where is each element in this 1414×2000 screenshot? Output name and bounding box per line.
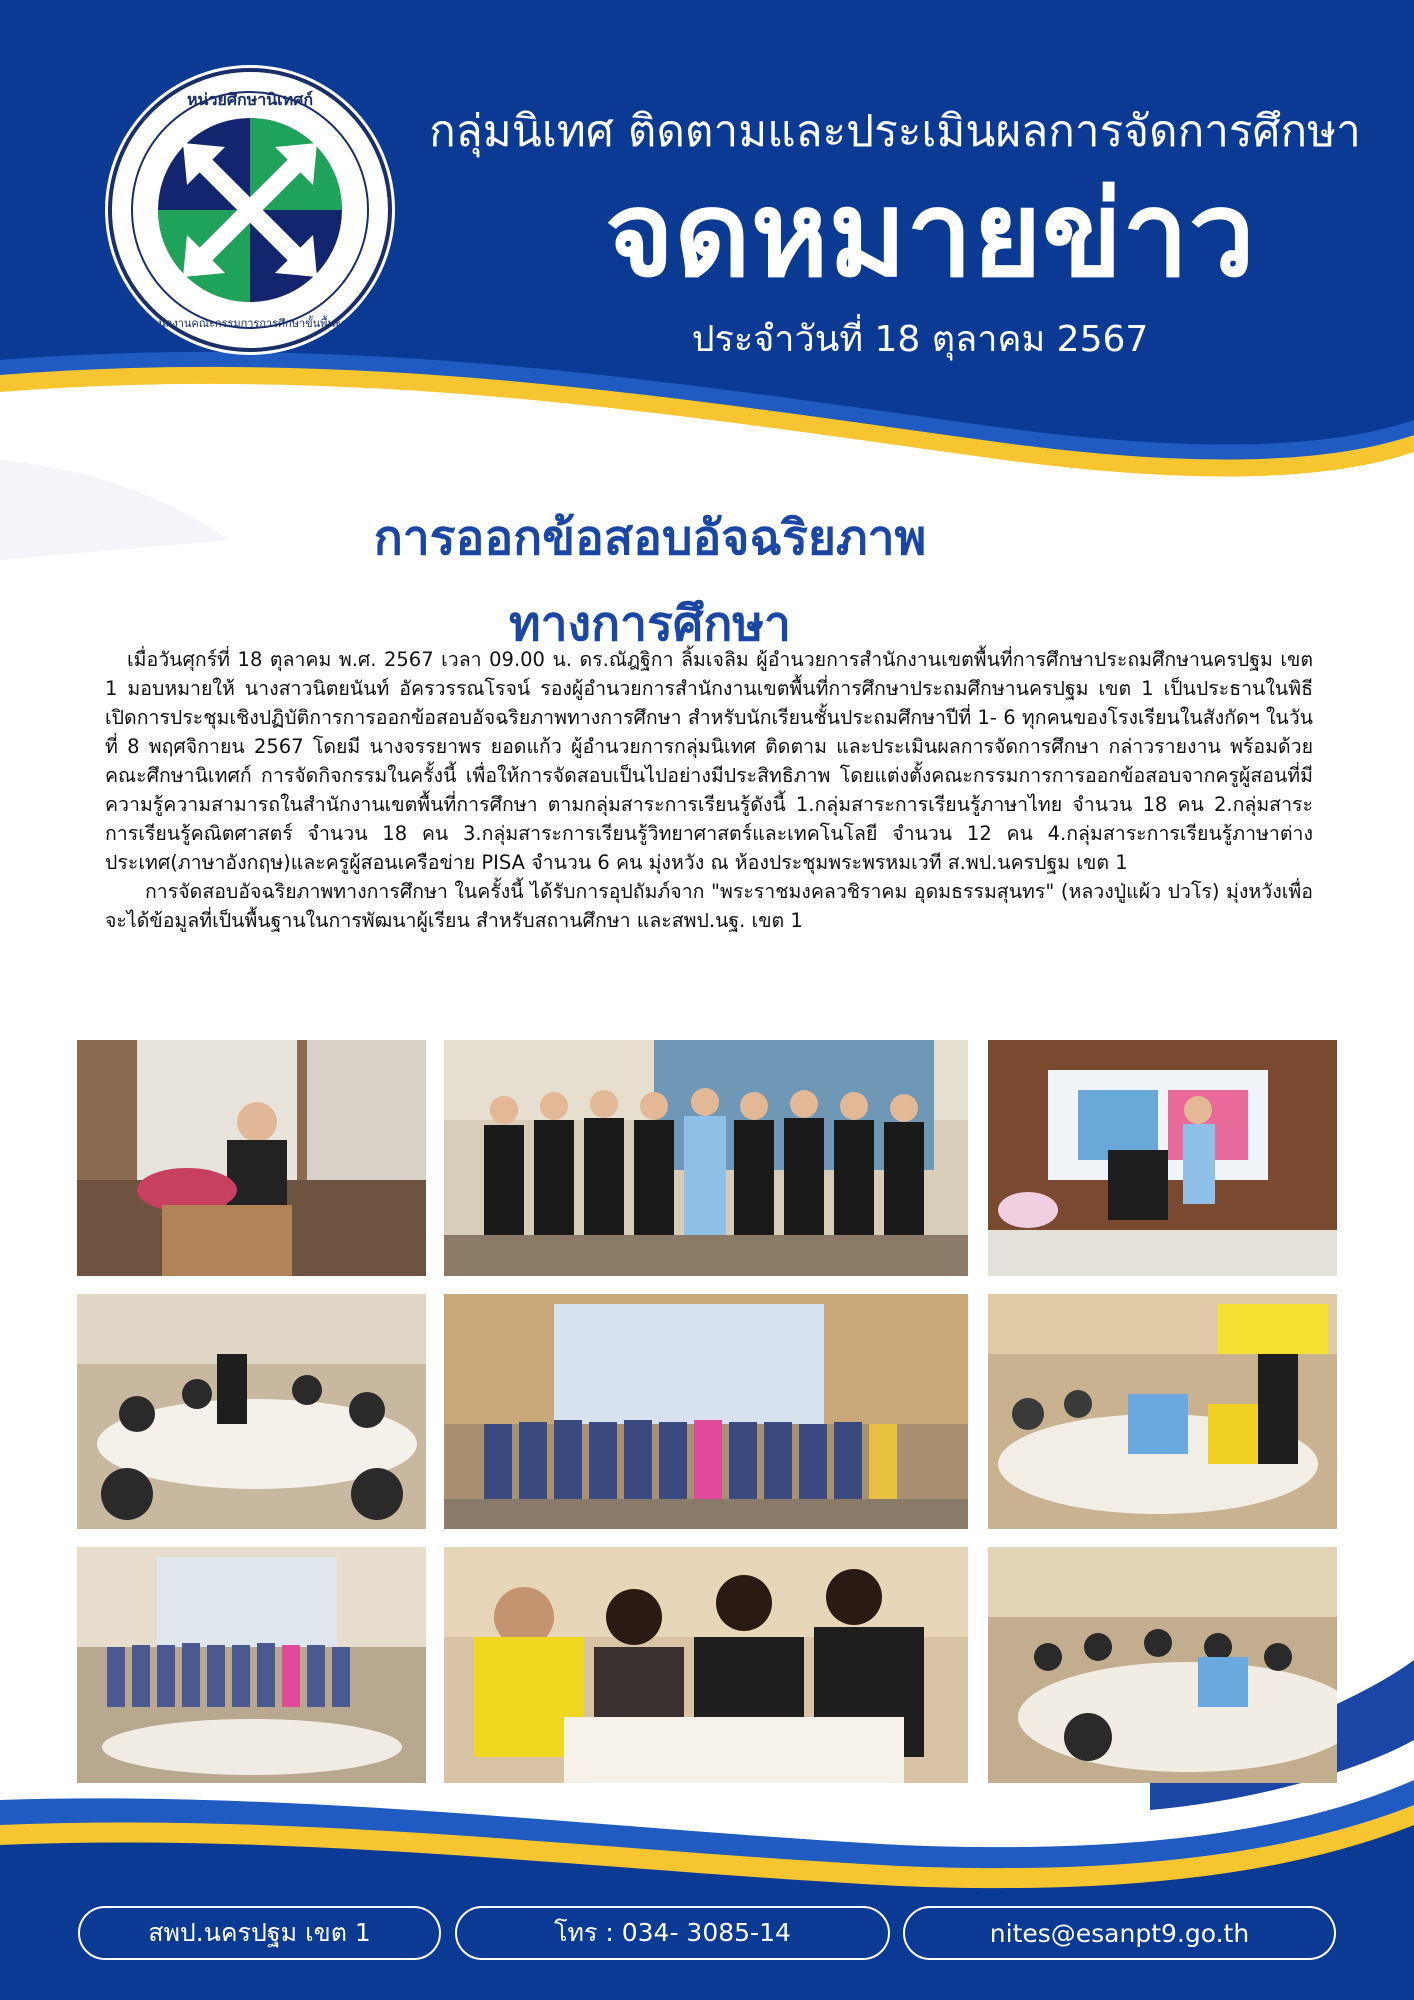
footer-phone: โทร : 034- 3085-14 (455, 1906, 890, 1960)
headline-line-2: ทางการศึกษา (509, 596, 791, 652)
article-paragraph-1: เมื่อวันศุกร์ที่ 18 ตุลาคม พ.ศ. 2567 เวลา 09.00 น. ดร.ณัฎฐิกา ลิ้มเจลิม ผู้อำนวยการสำนักงานเขตพื้นที่การศึกษาประถมศึกษานครปฐม เขต 1 มอบหมายให้ นางสาวนิตยนันท์ อัครวรรณโรจน์ รองผู้อำนวยการสำนักงานเขตพื้นที่การศึกษาประถมศึกษานครปฐม เขต 1 เป็นประธานในพิธีเปิดการประชุมเชิงปฏิบัติการการออกข้อสอบอัจฉริยภาพทางการศึกษา สำหรับนักเรียนชั้นประถมศึกษาปีที่ 1- 6 ทุกคนของโรงเรียนในสังกัดฯ ในวันที่ 8 พฤศจิกายน 2567 โดยมี นางจรรยาพร ยอดแก้ว ผู้อำนวยการกลุ่มนิเทศ ติดตาม และประเมินผลการจัดการศึกษา กล่าวรายงาน พร้อมด้วย คณะศึกษานิเทศก์ การจัดกิจกรรมในครั้งนี้ เพื่อให้การจัดสอบเป็นไปอย่างมีประสิทธิภาพ โดยแต่งตั้งคณะกรรมการการออกข้อสอบจากครูผู้สอนที่มีความรู้ความสามารถในสำนักงานเขตพื้นที่การศึกษา ตามกลุ่มสาระการเรียนรู้ดังนี้ 1.กลุ่มสาระการเรียนรู้ภาษาไทย จำนวน 18 คน 2.กลุ่มสาระการเรียนรู้คณิตศาสตร์ จำนวน 18 คน 3.กลุ่มสาระการเรียนรู้วิทยาศาสตร์และเทคโนโลยี จำนวน 12 คน 4.กลุ่มสาระการเรียนรู้ภาษาต่างประเทศ(ภาษาอังกฤษ)และครูผู้สอนเครือข่าย PISA จำนวน 6 คน มุ่งหวัง ณ ห้องประชุมพระพรหมเวที ส.พป.นครปฐม เขต 1 (105, 648, 1313, 874)
newsletter-title: จดหมายข่าว (605, 165, 1255, 303)
photo-presenter-board (988, 1040, 1337, 1276)
article-body (105, 645, 1313, 935)
article-paragraph-2: การจัดสอบอัจฉริยภาพทางการศึกษา ในครั้งนี้ ได้รับการอุปถัมภ์จาก "พระราชมงคลวชิราคม อุดมธรรมสุนทร" (หลวงปู่แผ้ว ปวโร) มุ่งหวังเพื่อจะได้ข้อมูลที่เป็นพื้นฐานในการพัฒนาผู้เรียน สำหรับสถานศึกษา และสพป.นฐ. เขต 1 (105, 880, 1313, 932)
photo-participants-writing (988, 1294, 1337, 1529)
footer-email[interactable]: nites@esanpt9.go.th (903, 1906, 1336, 1960)
photo-group-projector (444, 1294, 968, 1529)
photo-meeting-room (988, 1547, 1337, 1783)
issue-date: ประจำวันที่ 18 ตุลาคม 2567 (691, 319, 1149, 360)
agency-logo (105, 65, 395, 355)
photo-group-women (444, 1040, 968, 1276)
photo-closeup-writing (444, 1547, 968, 1783)
photo-speaker-podium (77, 1040, 426, 1276)
photo-group-hall (77, 1547, 426, 1783)
headline-line-1: การออกข้อสอบอัจฉริยภาพ (373, 510, 927, 566)
logo-bottom-text: สำนักงานคณะกรรมการการศึกษาขั้นพื้นฐาน (145, 317, 355, 330)
article-headline (150, 495, 1150, 667)
group-name: กลุ่มนิเทศ ติดตามและประเมินผลการจัดการศึกษา (429, 106, 1361, 157)
footer-office: สพป.นครปฐม เขต 1 (78, 1906, 441, 1960)
photo-workshop-tables (77, 1294, 426, 1529)
logo-top-text: หน่วยศึกษานิเทศก์ (186, 90, 314, 109)
